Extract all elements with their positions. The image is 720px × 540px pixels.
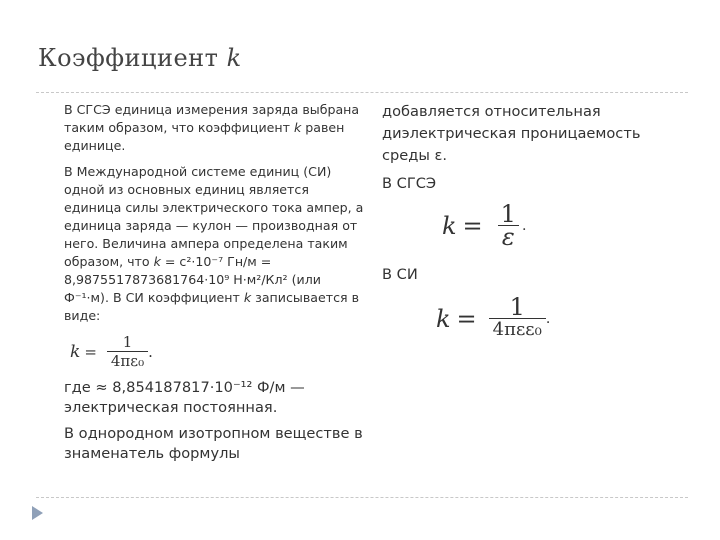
paragraph-medium: В однородном изотропном веществе в знаменатель формулы — [64, 425, 363, 462]
bottom-divider — [36, 497, 688, 498]
formula-period: . — [545, 310, 551, 327]
paragraph-permittivity: добавляется относительная диэлектрическая проницаемость среды ε. — [382, 103, 641, 164]
formula-equals: = — [84, 342, 97, 361]
k-symbol: k — [243, 290, 252, 305]
title-variable: k — [226, 44, 242, 72]
text-fragment: записывается в виде: — [64, 290, 359, 323]
formula-fraction — [489, 293, 546, 341]
formula-period: . — [521, 217, 527, 234]
formula-denominator: 4πε₀ — [107, 351, 148, 370]
text-fragment: = c²·10⁻⁷ Гн/м = 8,9875517873681764·10⁹ Н·м²/Кл² (или Ф⁻¹·м). В СИ коэффициент — [64, 254, 321, 305]
k-symbol: k — [153, 254, 161, 269]
formula-numerator: 1 — [500, 200, 516, 228]
formula-denominator: ε — [498, 225, 519, 248]
title-text: Коэффициент — [38, 44, 219, 72]
formula-k: k — [70, 341, 81, 362]
text-fragment: равен единице. — [64, 120, 345, 153]
formula-k: k — [436, 304, 451, 333]
paragraph-si-unit — [64, 163, 364, 325]
top-divider — [36, 92, 688, 93]
formula-fraction — [495, 200, 522, 251]
formula-equals: = — [456, 304, 477, 333]
formula-denominator: 4πεε₀ — [489, 318, 546, 341]
formula-si-vacuum — [70, 333, 364, 370]
formula-numerator: 1 — [122, 333, 133, 351]
formula-numerator: 1 — [509, 293, 525, 321]
paragraph-epsilon0: где ≈ 8,854187817·10⁻¹² Ф/м — электрическая постоянная. — [64, 379, 305, 416]
next-slide-arrow-icon[interactable] — [32, 506, 43, 520]
right-column — [382, 101, 682, 341]
label-cgse: В СГСЭ — [382, 175, 437, 192]
formula-equals: = — [462, 211, 483, 240]
formula-cgse-medium — [442, 200, 682, 251]
text-fragment: В Международной системе единиц (СИ) одной из основных единиц является единица силы электрического тока ампер, а единица заряда — кулон — производная от него. Величина ампера определена таким образом, что — [64, 164, 364, 269]
label-si: В СИ — [382, 266, 418, 283]
paragraph-cgse-unit — [64, 101, 364, 155]
formula-k: k — [442, 211, 457, 240]
k-symbol: k — [293, 120, 302, 135]
formula-fraction — [107, 333, 148, 370]
formula-si-medium — [436, 293, 682, 341]
formula-period: . — [148, 342, 153, 361]
slide-title — [38, 44, 242, 72]
text-fragment: В СГСЭ единица измерения заряда выбрана таким образом, что коэффициент — [64, 102, 360, 135]
left-column — [64, 101, 364, 464]
